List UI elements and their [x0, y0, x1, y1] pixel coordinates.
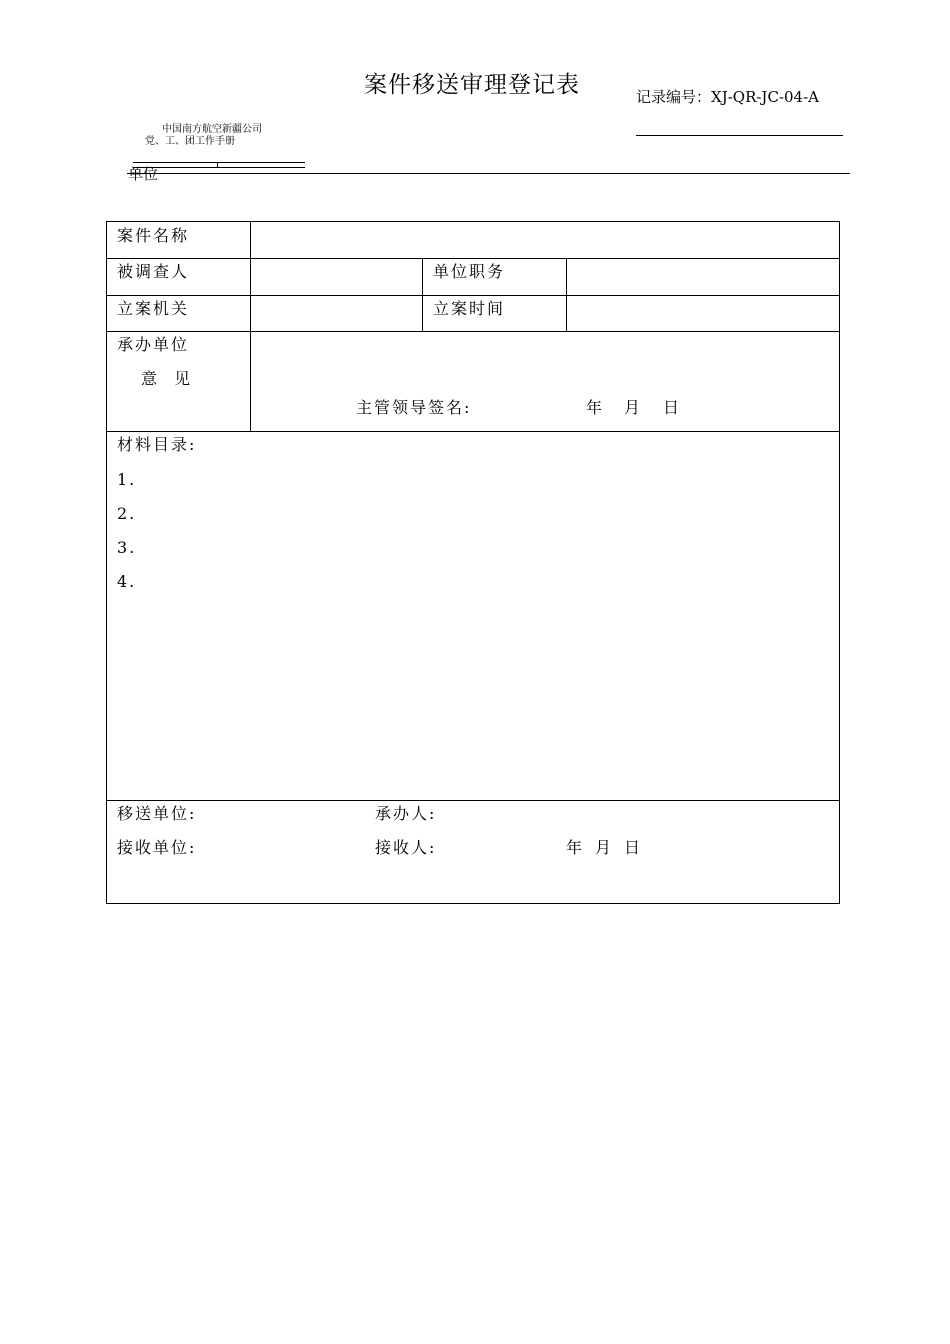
page-title: 案件移送审理登记表 [364, 72, 580, 98]
header-rule-top [133, 162, 305, 163]
receiver-label: 接收人: [375, 838, 437, 857]
receive-year-label: 年 [566, 838, 585, 857]
materials-item: 4. [117, 572, 137, 591]
position-label: 单位职务 [433, 262, 506, 281]
handling-unit-label: 承办单位 [117, 335, 190, 354]
filing-time-label: 立案时间 [433, 299, 506, 318]
unit-underline [127, 173, 850, 174]
sign-year-label: 年 [586, 398, 605, 417]
row-divider [107, 800, 839, 801]
unit-label: 单位 [128, 165, 159, 183]
opinion-label: 意 见 [141, 369, 197, 388]
record-number [636, 86, 819, 107]
investigated-person-label: 被调查人 [117, 262, 190, 281]
company-name: 中国南方航空新疆公司 [162, 124, 262, 135]
registration-form [106, 221, 840, 904]
sign-day-label: 日 [663, 398, 682, 417]
filing-org-field[interactable] [251, 296, 422, 331]
receive-day-label: 日 [624, 838, 643, 857]
position-field[interactable] [567, 259, 839, 295]
handling-opinion-field[interactable] [251, 332, 839, 431]
investigated-person-field[interactable] [251, 259, 422, 295]
leader-signature-label: 主管领导签名: [356, 398, 472, 417]
case-name-field[interactable] [251, 222, 839, 258]
materials-field[interactable] [147, 462, 837, 796]
record-number-label: 记录编号： [636, 88, 712, 106]
materials-title: 材料目录: [117, 435, 197, 454]
row-divider [107, 431, 839, 432]
sign-month-label: 月 [624, 398, 643, 417]
transfer-unit-label: 移送单位: [117, 804, 197, 823]
filing-time-field[interactable] [567, 296, 839, 331]
receive-month-label: 月 [595, 838, 614, 857]
materials-item: 3. [117, 538, 137, 557]
record-number-value: XJ-QR-JC-04-A [711, 88, 819, 106]
case-name-label: 案件名称 [117, 226, 190, 245]
materials-item: 1. [117, 470, 137, 489]
manual-name: 党、工、团工作手册 [145, 136, 235, 147]
receive-unit-label: 接收单位: [117, 838, 197, 857]
handler-label: 承办人: [375, 804, 437, 823]
record-number-underline [636, 135, 843, 136]
header-rule-bottom [133, 167, 305, 168]
col-divider [422, 258, 423, 331]
header-rule-tick [217, 162, 218, 168]
materials-item: 2. [117, 504, 137, 523]
filing-org-label: 立案机关 [117, 299, 190, 318]
